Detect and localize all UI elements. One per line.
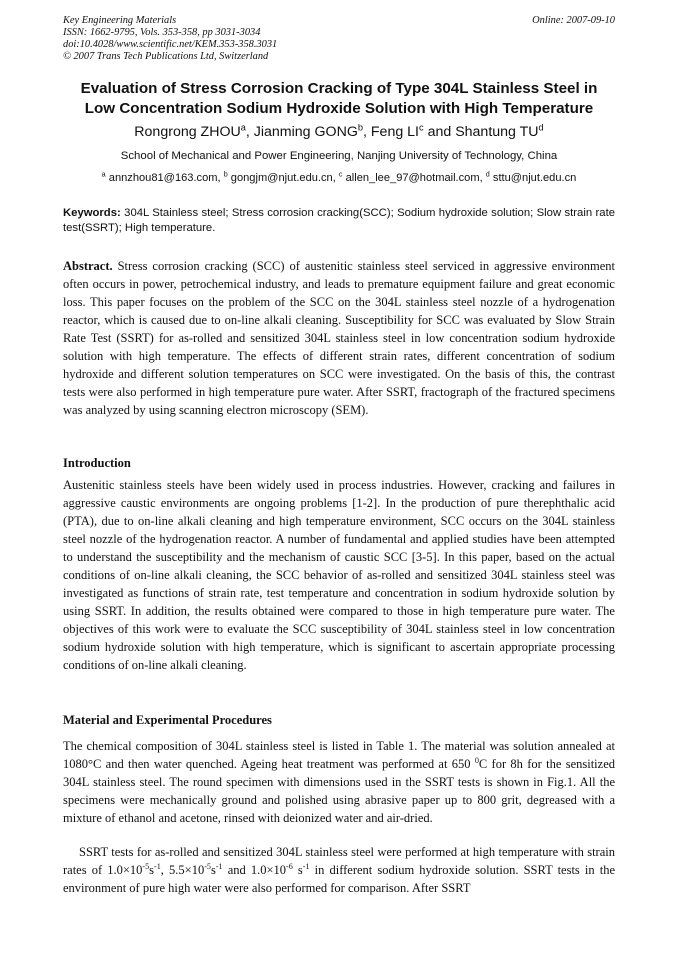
affiliation: School of Mechanical and Power Engineering, Nanjing University of Technology, China	[120, 150, 558, 162]
email-link[interactable]: annzhou81@163.com,	[108, 172, 221, 184]
keywords	[63, 206, 615, 236]
journal-copyright: © 2007 Trans Tech Publications Ltd, Switzerland	[63, 51, 269, 62]
author-mark: a	[240, 122, 246, 133]
abstract-text: Stress corrosion cracking (SCC) of austenitic stainless steel serviced in aggressive environment often occurs in power, petrochemical industry, and leads to premature equipment failure and great economic loss. This paper focuses on the problem of the SCC on the 304L stainless steel nozzle of a hydrogenation reactor, which is caused due to on-line alkali cleaning. Susceptibility for SCC was evaluated by Slow Strain Rate Test (SSRT) for as-rolled and sensitized 304L stainless steel in low concentration sodium hydroxide solution with high temperature. The effects of different strain rates, different concentration of sodium hydroxide and different solution temperatures on SCC were investigated. On the basis of this, the contrast tests were also performed in high temperature pure water. After SSRT, fractograph of the fractured specimens was analyzed by using scanning electron microscopy (SEM).	[63, 259, 615, 417]
email-mark: b	[223, 169, 228, 179]
author-separator: and	[423, 124, 456, 140]
degree-superscript: 0	[474, 755, 479, 765]
author-separator: ,	[245, 124, 254, 140]
exponent: -1	[154, 861, 161, 871]
materials-paragraph-2	[63, 843, 615, 897]
abstract	[63, 257, 615, 419]
section-heading-introduction: Introduction	[63, 456, 131, 470]
exponent: -6	[286, 861, 293, 871]
abstract-label: Abstract.	[63, 259, 113, 273]
email-mark: a	[101, 169, 106, 179]
email-mark: d	[485, 169, 490, 179]
text-run: s	[292, 863, 303, 877]
keywords-label: Keywords:	[63, 207, 121, 219]
exponent: -1	[215, 861, 223, 871]
exponent: -5	[142, 861, 150, 871]
author-name: Jianming GONG	[253, 124, 358, 140]
author-mark: d	[538, 122, 544, 133]
author-list	[40, 123, 638, 141]
text-run: in different sodium hydroxide solution. SSRT tests in the environment of pure high water were also performed for comparison. After SSRT	[63, 863, 615, 895]
text-run: and 1.0×10	[222, 863, 287, 877]
author-name: Shantung TU	[455, 124, 539, 140]
journal-name: Key Engineering Materials	[63, 15, 177, 26]
online-date: Online: 2007-09-10	[532, 15, 615, 26]
materials-paragraph-1	[63, 737, 615, 827]
exponent: -5	[204, 861, 211, 871]
title-line-2: Low Concentration Sodium Hydroxide Solution with High Temperature	[84, 100, 594, 117]
journal-doi[interactable]: doi:10.4028/www.scientific.net/KEM.353-358.3031	[63, 39, 278, 50]
exponent: -1	[302, 861, 310, 871]
author-name: Feng LI	[370, 124, 420, 140]
title-line-1: Evaluation of Stress Corrosion Cracking of Type 304L Stainless Steel in	[80, 80, 598, 97]
author-mark: b	[357, 122, 363, 133]
email-link[interactable]: sttu@njut.edu.cn	[492, 172, 577, 184]
author-mark: c	[419, 122, 424, 133]
text-run: The chemical composition of 304L stainless steel is listed in Table 1. The material was solution annealed at 1080°C and then water quenched. Ageing heat treatment was performed at 650	[63, 739, 615, 771]
email-mark: c	[338, 169, 343, 179]
section-heading-materials: Material and Experimental Procedures	[63, 713, 272, 727]
journal-header	[63, 15, 277, 63]
paper-title	[40, 79, 638, 119]
author-separator: ,	[363, 124, 371, 140]
email-link[interactable]: allen_lee_97@hotmail.com,	[345, 172, 483, 184]
keywords-text: 304L Stainless steel; Stress corrosion cracking(SCC); Sodium hydroxide solution; Slow strain rate test(SSRT); High temperature.	[63, 207, 615, 234]
text-run: s	[210, 863, 216, 877]
author-emails	[40, 171, 638, 185]
text-run: , 5.5×10	[160, 863, 205, 877]
journal-issn: ISSN: 1662-9795, Vols. 353-358, pp 3031-3034	[63, 27, 261, 38]
author-name: Rongrong ZHOU	[134, 124, 241, 140]
introduction-paragraph: Austenitic stainless steels have been widely used in process industries. However, cracking and failures in aggressive caustic environments are ongoing problems [1-2]. In the production of pure therephthalic acid (PTA), due to on-line alkali cleaning and high temperature environment, SCC occurs on the 304L stainless steel nozzle of the hydrogenation reactor. A number of fundamental and applied studies have been attempted to understand the susceptibility and the mechanism of caustic SCC [3-5]. In this paper, based on the actual conditions of on-line alkali cleaning, the SCC behavior of as-rolled and sensitized 304L stainless steel was investigated as functions of strain rate, test temperature and concentration in sodium hydroxide solution by using SSRT. In addition, the results obtained were compared to those in high temperature pure water. The objectives of this work were to evaluate the SCC susceptibility of 304L stainless steel in low concentration sodium hydroxide solution with high temperature, which is significant to ascertain appropriate processing conditions of on-line alkali cleaning.	[63, 478, 615, 672]
email-link[interactable]: gongjm@njut.edu.cn,	[230, 172, 336, 184]
text-run: SSRT tests for as-rolled and sensitized 304L stainless steel were performed at high temperature with strain rates of 1.0×10	[63, 845, 615, 877]
text-run: C for 8h for the sensitized 304L stainless steel. The round specimen with dimensions used in the SSRT tests is shown in Fig.1. All the specimens were mechanically ground and polished using abrasive paper up to 800 grit, degreased with a mixture of ethanol and acetone, rinsed with deionized water and air-dried.	[63, 757, 615, 825]
text-run: s	[149, 863, 155, 877]
